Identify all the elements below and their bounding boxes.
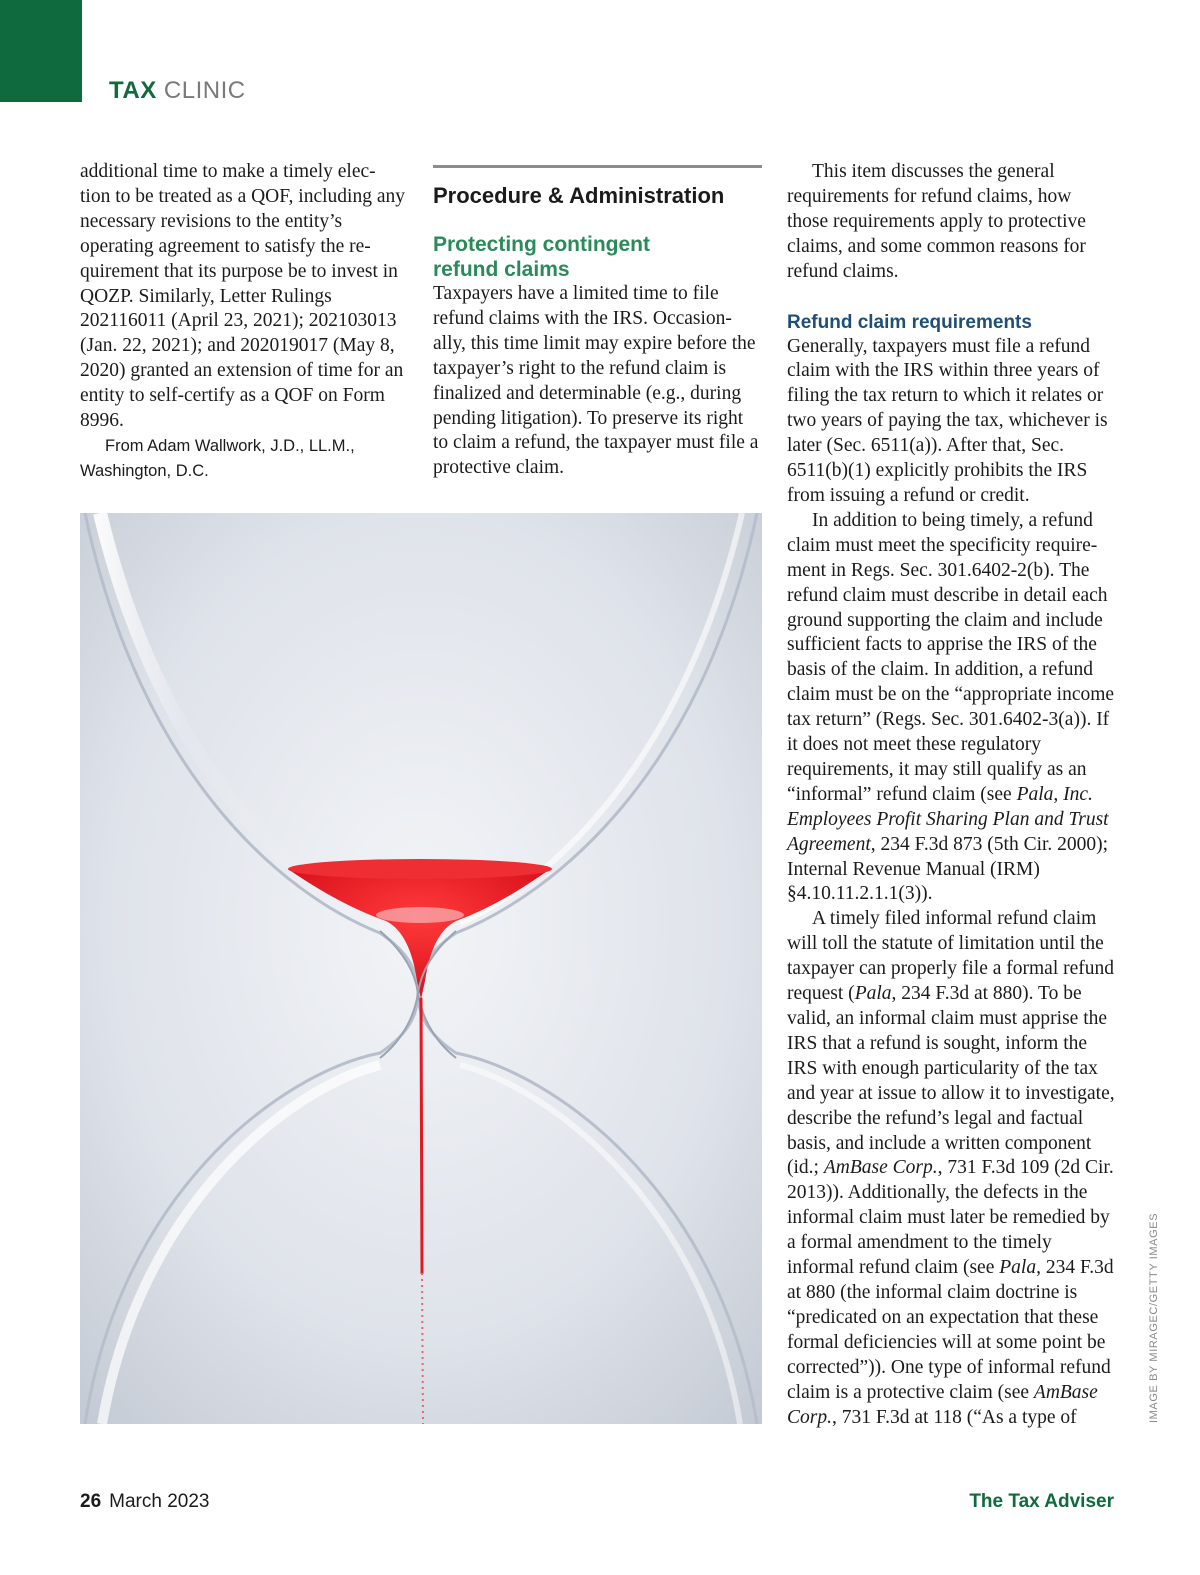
column-middle bbox=[433, 160, 762, 481]
section-color-tab bbox=[0, 0, 82, 102]
article-intro-paragraph: Taxpayers have a limited time to file refund claims with the IRS. Occasion- ally, this time limit may expire before the taxpayer’s right to the refund claim is finalized and determinable (e.g., during pending litigation). To preserve its right to claim a refund, the taxpayer must file a protective claim. bbox=[433, 283, 759, 479]
author-byline bbox=[80, 434, 410, 484]
footer-folio bbox=[80, 1491, 209, 1513]
body-paragraph-3: A timely filed informal refund claim will toll the statute of limitation until the taxpayer can properly file a formal refund request (Pala, 234 F.3d at 880). To be valid, an informal claim must apprise the IRS that a refund is sought, inform the IRS with enough particularity of the tax and year at issue to allow it to investigate, describe the refund’s legal and factual basis, and include a written component (id.; AmBase Corp., 731 F.3d 109 (2d Cir. 2013)). Additionally, the defects in the informal claim must later be remedied by a formal amendment to the timely informal refund claim (see Pala, 234 F.3d at 880 (the informal claim doctrine is “predicated on an expectation that these formal deficiencies will at some point be corrected”)). One type of informal refund claim is a protective claim (see AmBase Corp., 731 F.3d at 118 (“As a type of bbox=[787, 908, 1115, 1428]
article-title-line1: Protecting contingent bbox=[433, 233, 650, 256]
page-number: 26 bbox=[80, 1491, 102, 1512]
category-heading: Procedure & Administration bbox=[433, 183, 725, 208]
article-title-line2: refund claims bbox=[433, 258, 570, 281]
body-paragraph-1: Generally, taxpayers must file a refund claim with the IRS within three years of filing the tax return to which it relates or two years of paying the tax, whichever is later (Sec. 6511(a)). After that, Sec. 6511(b)(1) explicitly prohibits the IRS from issuing a refund or credit. bbox=[787, 335, 1108, 506]
case-citation: AmBase Corp. bbox=[823, 1157, 938, 1179]
issue-date: March 2023 bbox=[109, 1491, 210, 1512]
author-byline-location: Washington, D.C. bbox=[80, 461, 209, 480]
section-label-strong: TAX bbox=[109, 77, 157, 104]
body-paragraph-2: In addition to being timely, a refund claim must meet the specificity require- ment in Regs. Sec. 301.6402-2(b). The refund claim must describe in detail each ground supporting the claim and include sufficient facts to apprise the IRS of the basis of the claim. In addition, a refund claim must be on the “appropriate income tax return” (Regs. Sec. 301.6402-3(a)). If it does not meet these regulatory requirements, it may still qualify as an “informal” refund claim (see Pala, Inc. Employees Profit Sharing Plan and Trust Agreement, 234 F.3d 873 (5th Cir. 2000); Internal Revenue Manual (IRM) §4.10.11.2.1.1(3)). bbox=[787, 509, 1115, 905]
column-right bbox=[787, 160, 1117, 1430]
section-label-light: CLINIC bbox=[163, 77, 246, 104]
case-citation: AmBase Corp. bbox=[787, 1381, 1098, 1428]
subheading-refund-claim-requirements: Refund claim requirements bbox=[787, 311, 1032, 333]
section-label bbox=[109, 76, 246, 106]
article-overview-paragraph: This item discusses the general requirements for refund claims, how those requirements apply to protective claims, and some common reasons for refund claims. bbox=[787, 161, 1086, 282]
column-left bbox=[80, 160, 410, 484]
continued-paragraph: additional time to make a timely elec- tion to be treated as a QOF, including any necessary revisions to the entity’s operating agreement to satisfy the re- quirement that its purpose be to invest in QOZP. Similarly, Letter Rulings 202116011 (April 23, 2021); 202103013 (Jan. 22, 2021); and 202019017 (May 8, 2020) granted an extension of time for an entity to self-certify as a QOF on Form 8996. bbox=[80, 161, 405, 432]
author-byline-name: From Adam Wallwork, J.D., LL.M., bbox=[105, 436, 355, 455]
article-title bbox=[433, 232, 762, 282]
case-citation: Pala bbox=[999, 1257, 1037, 1279]
photo-credit: IMAGE BY MIRAGEC/GETTY IMAGES bbox=[1148, 1212, 1160, 1423]
column-divider-rule bbox=[433, 165, 762, 168]
publication-name: The Tax Adviser bbox=[969, 1491, 1114, 1512]
case-citation: Pala bbox=[854, 983, 892, 1005]
case-citation: Pala, Inc. Employees Profit Sharing Plan and Trust Agreement bbox=[787, 783, 1109, 855]
hourglass-photo bbox=[80, 513, 762, 1424]
